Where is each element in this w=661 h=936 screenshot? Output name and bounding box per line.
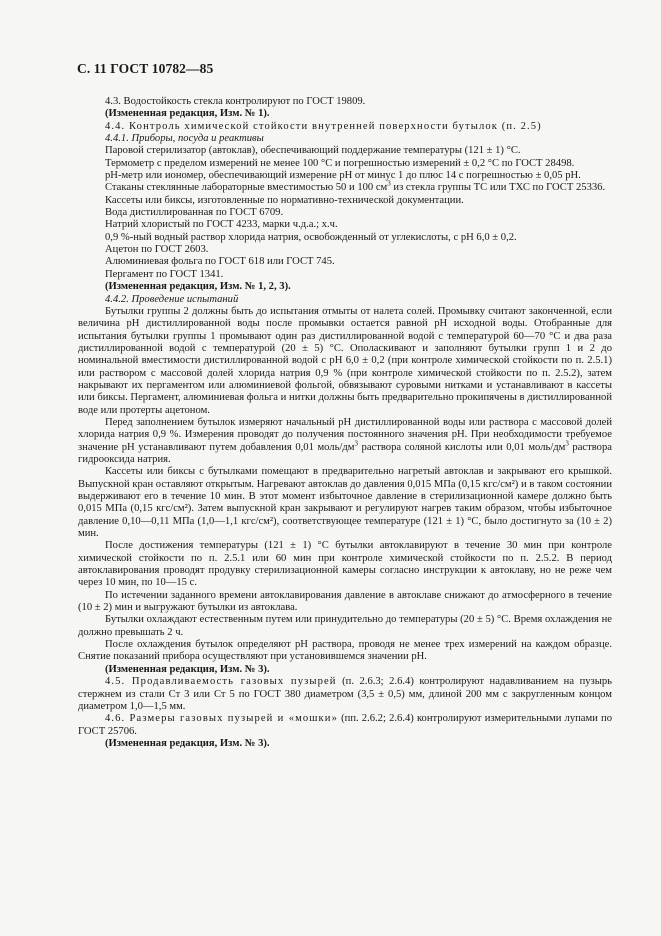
text-run: (пп. 2.6.2; 2.6.4) контролируют измерительными лупами по ГОСТ 25706. [78, 713, 612, 737]
subsection-heading-4-4-1: 4.4.1. Приборы, посуда и реактивы [105, 133, 264, 145]
revision-note: (Измененная редакция, Изм. № 1). [105, 108, 270, 120]
paragraph-4-3: 4.3. Водостойкость стекла контролируют по ГОСТ 19809. [105, 96, 366, 107]
text-run: Стаканы стеклянные лабораторные вместимостью 50 и 100 см [105, 182, 388, 194]
paragraph-beakers [78, 179, 612, 194]
text-run: (п. 2.6.3; 2.6.4) контролируют надавливанием на пузырь стержнем из стали Ст 3 или Ст 5 по ГОСТ 380 диаметром (3,5 ± 0,5) мм, длиной 200 мм с закругленным концом диаметром 1,0—1,5 мм. [78, 676, 612, 712]
paragraph-cooling: Бутылки охлаждают естественным путем или принудительно до температуры (20 ± 5) °С. Время охлаждения не должно превышать 2 ч. [78, 614, 612, 638]
subsection-heading-4-4-2: 4.4.2. Проведение испытаний [105, 293, 239, 305]
paragraph-water: Вода дистиллированная по ГОСТ 6709. [105, 207, 284, 219]
paragraph-cassettes: Кассеты или биксы, изготовленные по нормативно-технической документации. [105, 194, 464, 206]
paragraph-initial-ph [78, 417, 612, 466]
paragraph-autoclaving: После достижения температуры (121 ± 1) °С бутылки автоклавируют в течение 30 мин при контроле химической стойкости по п. 2.5.1 или 60 мин при контроле химической стойкости по п. 2.5.2. В период автоклавирования проводят продувку стерилизационной камеры согласно инструкции к автоклаву, но не реже чем через 10 мин, по 10—15 с. [78, 540, 612, 589]
superscript: 3 [354, 439, 358, 448]
paragraph-sterilizer: Паровой стерилизатор (автоклав), обеспечивающий поддержание температуры (121 ± 1) °С. [105, 145, 521, 157]
paragraph-sodium-chloride: Натрий хлористый по ГОСТ 4233, марки ч.д.а.; х.ч. [105, 219, 338, 231]
paragraph-acetone: Ацетон по ГОСТ 2603. [105, 244, 209, 256]
paragraph-4-6 [78, 713, 612, 738]
paragraph-autoclave-heating: Кассеты или биксы с бутылками помещают в предварительно нагретый автоклав и закрывают его крышкой. Выпускной кран оставляют открытым. Нагревают автоклав до давления 0,015 МПа (0,15 кгс/см²) и в таком состоянии выдерживают его в течение 10 мин. В этот момент избыточное давление в стерилизационной камере должно быть 0,015 МПа (0,15 кгс/см²). Затем выпускной кран закрывают и регулируют нагрев таким образом, чтобы избыточное давление 0,10—0,11 МПа (1,0—1,1 кгс/см²), соответствующее температуре (121 ± 1) °С, было достигнуто за (10 ± 2) мин. [78, 466, 612, 540]
revision-note: (Измененная редакция, Изм. № 3). [105, 663, 270, 675]
superscript: 3 [565, 439, 569, 448]
revision-note: (Измененная редакция, Изм. № 1, 2, 3). [105, 281, 291, 293]
paragraph-ph-measurement: После охлаждения бутылок определяют рН раствора, проводя не менее трех измерений на каждом образце. Снятие показаний прибора осуществляют при установившемся значении рН. [78, 639, 612, 663]
document-body [78, 96, 612, 750]
section-heading-4-4: 4.4. Контроль химической стойкости внутренней поверхности бутылок (п. 2.5) [105, 120, 542, 132]
text-run: 4.6. Размеры газовых пузырей и «мошки» [105, 713, 338, 725]
paragraph-pressure-release: По истечении заданного времени автоклавирования давление в автоклаве снижают до атмосферного в течение (10 ± 2) мин и выгружают бутылки из автоклава. [78, 589, 612, 614]
paragraph-foil: Алюминиевая фольга по ГОСТ 618 или ГОСТ 745. [105, 256, 335, 268]
superscript: 3 [387, 179, 391, 188]
text-run: Перед заполнением бутылок измеряют начальный рН дистиллированной воды или раствора с массовой долей хлорида натрия 0,9 %. Измерения проводят до получения постоянного значения рН. При необходимости требуемое значение рН устанавливают путем добавления 0,01 моль/дм [78, 416, 612, 453]
paragraph-thermometer: Термометр с пределом измерений не менее 100 °С и погрешностью измерений ± 0,2 °С по ГОСТ 28498. [105, 157, 575, 169]
paragraph-4-5 [78, 676, 612, 713]
text-run: раствора соляной кислоты или 0,01 моль/дм [357, 441, 566, 453]
paragraph-parchment: Пергамент по ГОСТ 1341. [105, 268, 224, 280]
text-run: раствора гидрооксида натрия. [78, 441, 612, 465]
paragraph-solution: 0,9 %-ный водный раствор хлорида натрия, освобожденный от углекислоты, с рН 6,0 ± 0,2. [105, 231, 517, 243]
text-run: 4.5. Продавливаемость газовых пузырей [105, 676, 337, 688]
revision-note: (Измененная редакция, Изм. № 3). [105, 737, 270, 749]
paragraph-ph-meter: pH-метр или иономер, обеспечивающий измерение рН от минус 1 до плюс 14 с погрешностью ± 0,05 pH. [105, 170, 581, 182]
text-run: из стекла группы ТС или ТХС по ГОСТ 25336. [390, 182, 606, 194]
paragraph-washing: Бутылки группы 2 должны быть до испытания отмыты от налета солей. Промывку считают законченной, если величина рН дистиллированной воды после промывки остается равной рН исходной воды. Отобранные для испытания бутылки группы 1 промывают один раз дистиллированной водой с температурой 60—70 °С и два раза дистиллированной водой с температурой (20 ± 5) °С. Ополаскивают и заполняют бутылки групп 1 и 2 до номинальной вместимости дистиллированной водой с рН 6,0 ± 0,2 (при контроле химической стойкости по п. 2.5.1) или раствором с массовой долей хлорида натрия 0,9 % (при контроле химической стойкости по п. 2.5.2), затем накрывают их пергаментом или алюминиевой фольгой, обвязывают суровыми нитками и устанавливают в кассеты или биксы. Пергамент, алюминиевая фольга и нитки должны быть предварительно прокипячены в дистиллированной воде или протерты ацетоном. [78, 305, 612, 416]
page-header: С. 11 ГОСТ 10782—85 [77, 61, 214, 76]
